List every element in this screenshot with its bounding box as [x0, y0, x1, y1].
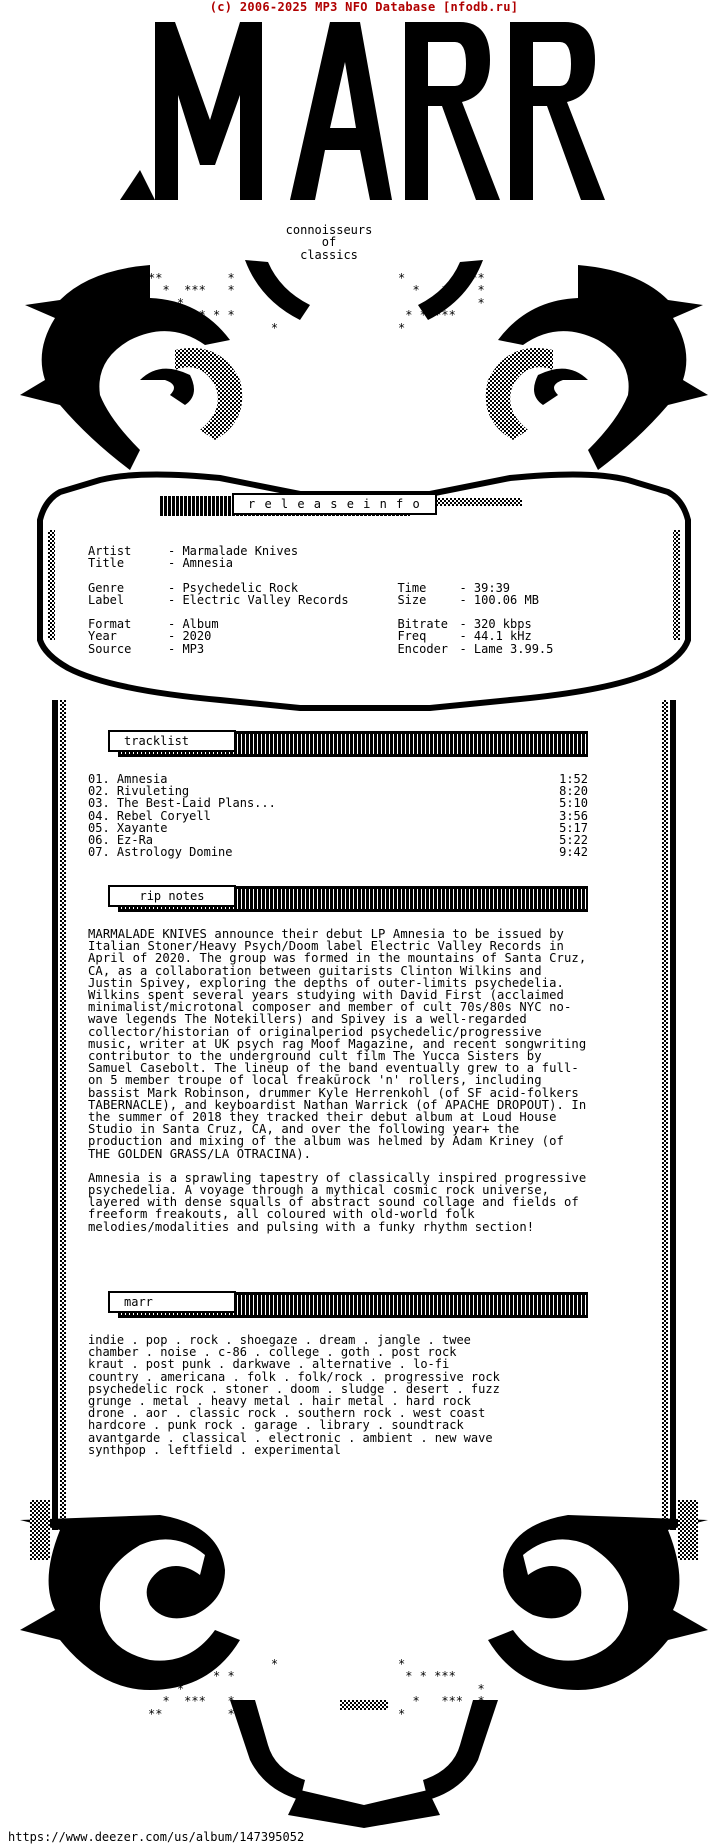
- rip-notes-header: rip notes: [108, 885, 236, 907]
- genre-line: indie . pop . rock . shoegaze . dream . jangle . twee: [88, 1333, 471, 1347]
- tagline-line: connoisseurs: [285, 223, 373, 237]
- year-value: 2020: [182, 629, 212, 644]
- genre-list: [88, 1334, 628, 1456]
- genre-line: drone . aor . classic rock . southern rock . west coast: [88, 1406, 486, 1421]
- tracklist: [88, 773, 628, 858]
- genre-line: avantgarde . classical . electronic . ambient . new wave: [88, 1430, 493, 1445]
- freq-label: Freq: [397, 629, 427, 644]
- asterisk-decoration-bottom-left: * *** * * * * *** * ** *: [148, 1657, 279, 1721]
- size-value: 100.06 MB: [473, 592, 539, 607]
- track-row: [88, 846, 628, 858]
- genre-label: Genre: [88, 580, 125, 595]
- tagline: [278, 224, 380, 261]
- asterisk-decoration-right: * ** * *** * * * * *** *: [398, 271, 485, 335]
- top-right-ornament: [486, 265, 708, 470]
- track-duration: 8:20: [559, 784, 588, 799]
- tagline-line: classics: [300, 247, 358, 262]
- time-label: Time: [397, 580, 427, 595]
- genre-value: Psychedelic Rock: [182, 580, 299, 595]
- tracklist-header: tracklist: [108, 730, 236, 752]
- size-label: Size: [397, 592, 427, 607]
- label-label: Label: [88, 592, 125, 607]
- track-row: [88, 822, 628, 834]
- genre-line: country . americana . folk . folk/rock . progressive rock: [88, 1369, 500, 1384]
- track-title: 07. Astrology Domine: [88, 845, 233, 860]
- source-label: Source: [88, 641, 132, 656]
- genre-line: hardcore . punk rock . garage . library . soundtrack: [88, 1418, 464, 1433]
- track-row: [88, 797, 628, 809]
- genre-line: kraut . post punk . darkwave . alternative . lo-fi: [88, 1357, 450, 1372]
- asterisk-decoration-left: ** * * *** * * *** * * *: [148, 271, 279, 335]
- track-title: 06. Ez-Ra: [88, 833, 154, 848]
- marr-header: marr: [108, 1291, 236, 1313]
- track-duration: 1:52: [559, 772, 588, 786]
- title-value: Amnesia: [182, 556, 234, 571]
- rip-notes-paragraph: Amnesia is a sprawling tapestry of classically inspired progressive psychedelia. A voyage through a mythical cosmic rock universe, layered with dense squalls of abstract sound collage and fields of freeform freakouts, all coloured with old-world folk melodies/modalities and pulsing with a funky rhythm section!: [88, 1170, 587, 1234]
- bottom-left-ornament: [20, 1500, 305, 1800]
- track-title: 01. Amnesia: [88, 772, 168, 786]
- track-duration: 5:10: [559, 796, 588, 811]
- genre-line: chamber . noise . c-86 . college . goth . post rock: [88, 1345, 457, 1360]
- track-duration: 5:22: [559, 833, 588, 848]
- rip-notes: [88, 928, 588, 1233]
- track-duration: 9:42: [559, 845, 588, 860]
- marr-logo: [120, 22, 605, 200]
- track-title: 04. Rebel Coryell: [88, 808, 211, 823]
- freq-value: 44.1 kHz: [473, 629, 532, 644]
- track-title: 03. The Best-Laid Plans...: [88, 796, 276, 811]
- bottom-right-ornament: [423, 1500, 708, 1800]
- label-value: Electric Valley Records: [182, 592, 349, 607]
- rip-notes-paragraph: MARMALADE KNIVES announce their debut LP Amnesia to be issued by Italian Stoner/Heavy Psych/Doom label Electric Valley Records in April of 2020. The group was formed in the mountains of Santa Cruz, CA, as a collaboration between guitarists Clinton Wilkins and Justin Spivey, exploring the depths of outer-limits psychedelia. Wilkins spent several years studying with David First (acclaimed minimalist/microtonal composer and member of cult 70s/80s NYC no-wave legends The Notekillers) and Spivey is a well-regarded collector/historian of originalperiod psychedelic/progressive music, writer at UK psych rag Moof Magazine, and recent songwriting contributor to the underground cult film The Yucca Sisters by Samuel Casebolt. The lineup of the band eventually grew to a full-on 5 member troupe of local freakūrock 'n' rollers, including bassist Mark Robinson, drummer Kyle Herrenkohl (of SF acid-folkers TABERNACLE), and keyboardist Nathan Warrick (of APACHE DROPOUT). In the summer of 2018 they tracked their debut album at Loud House Studio in Santa Cruz, CA, and over the following year+ the production and mixing of the album was helmed by Adam Kriney (of THE GOLDEN GRASS/LA OTRACINA).: [88, 927, 587, 1161]
- artist-value: Marmalade Knives: [182, 544, 299, 558]
- title-label: Title: [88, 556, 125, 571]
- release-info-header: r e l e a s e i n f o: [232, 493, 437, 515]
- genre-line: synthpop . leftfield . experimental: [88, 1442, 341, 1457]
- track-row: [88, 810, 628, 822]
- track-duration: 3:56: [559, 808, 588, 823]
- genre-line: grunge . metal . heavy metal . hair metal . hard rock: [88, 1394, 471, 1409]
- track-title: 02. Rivuleting: [88, 784, 190, 799]
- format-label: Format: [88, 617, 132, 632]
- time-value: 39:39: [473, 580, 511, 595]
- bitrate-label: Bitrate: [397, 617, 449, 632]
- track-title: 05. Xayante: [88, 820, 168, 835]
- encoder-label: Encoder: [397, 641, 449, 656]
- genre-line: psychedelic rock . stoner . doom . sludge . desert . fuzz: [88, 1381, 500, 1396]
- encoder-value: Lame 3.99.5: [473, 641, 554, 656]
- asterisk-decoration-bottom-right: * * * *** * * *** * * **: [398, 1657, 485, 1721]
- source-value: MP3: [182, 641, 205, 656]
- copyright-line: (c) 2006-2025 MP3 NFO Database [nfodb.ru]: [209, 0, 519, 14]
- bitrate-value: 320 kbps: [473, 617, 532, 632]
- track-duration: 5:17: [559, 820, 588, 835]
- format-value: Album: [182, 617, 219, 632]
- source-url-link[interactable]: https://www.deezer.com/us/album/147395052: [8, 1830, 305, 1844]
- release-info: Artist - Marmalade Knives Title - Amnesia Genre - Psychedelic Rock Time - 39:39 Label - Electric Valley Records Size - 100.06 MB Format - Album Bitrate - 320 kbps Year - 2020 Freq - 44.1 kHz Source - MP3 Encoder - Lame 3.99.5: [88, 544, 554, 656]
- artist-label: Artist: [88, 544, 132, 558]
- year-label: Year: [88, 629, 117, 644]
- tagline-line: of: [321, 235, 337, 250]
